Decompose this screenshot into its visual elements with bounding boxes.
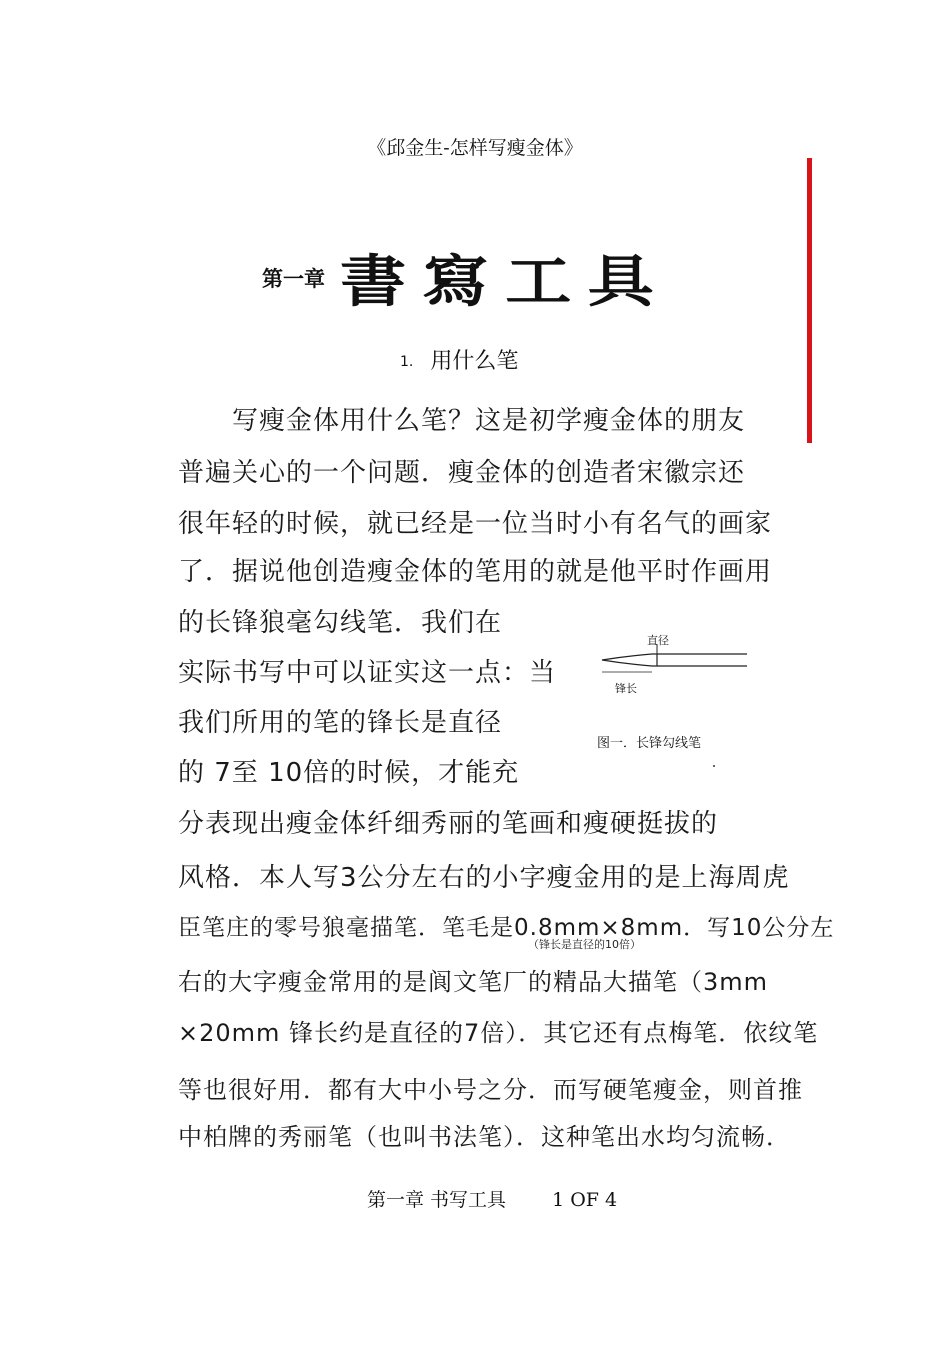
text-line: 的长锋狼毫勾线笔．我们在 bbox=[178, 608, 503, 638]
chapter-label: 第一章 bbox=[262, 267, 325, 291]
red-page-edge bbox=[807, 158, 812, 443]
section-number: 1. bbox=[400, 354, 414, 370]
text-line: 右的大字瘦金常用的是阆文笔厂的精品大描笔（3mm bbox=[178, 968, 769, 996]
chapter-heading bbox=[262, 238, 671, 315]
scan-speck bbox=[713, 765, 715, 767]
text-line: 的 7至 10倍的时候，才能充 bbox=[178, 758, 520, 788]
footer-chapter: 第一章 书写工具 bbox=[367, 1189, 507, 1211]
text-line: 了．据说他创造瘦金体的笔用的就是他平时作画用 bbox=[178, 557, 773, 587]
text-line: 风格．本人写3公分左右的小字瘦金用的是上海周虎 bbox=[178, 863, 790, 893]
text-line: ×20mm 锋长约是直径的7倍）．其它还有点梅笔．依纹笔 bbox=[178, 1019, 819, 1047]
section-heading bbox=[400, 344, 518, 375]
document-header: 《邱金生-怎样写瘦金体》 bbox=[367, 137, 583, 159]
diameter-label: 直径 bbox=[647, 634, 669, 647]
text-line: 我们所用的笔的锋长是直径 bbox=[178, 708, 503, 738]
chapter-name: 書寫工具 bbox=[340, 249, 671, 315]
text-line: 普遍关心的一个问题．瘦金体的创造者宋徽宗还 bbox=[178, 458, 746, 488]
section-title: 用什么笔 bbox=[430, 349, 519, 374]
inline-annotation: （锋长是直径的10倍） bbox=[528, 938, 641, 951]
page-number: 1 OF 4 bbox=[552, 1189, 618, 1211]
brush-drawing-icon bbox=[597, 632, 757, 692]
text-line: 等也很好用．都有大中小号之分．而写硬笔瘦金，则首推 bbox=[178, 1076, 803, 1104]
brush-figure bbox=[597, 632, 757, 752]
text-line: 臣笔庄的零号狼毫描笔．笔毛是0.8mm×8mm．写10公分左 bbox=[178, 915, 835, 941]
figure-caption: 图一．长锋勾线笔 bbox=[597, 736, 702, 751]
text-line: 分表现出瘦金体纤细秀丽的笔画和瘦硬挺拔的 bbox=[178, 809, 719, 839]
text-line: 很年轻的时候，就已经是一位当时小有名气的画家 bbox=[178, 509, 773, 539]
document-footer bbox=[367, 1185, 617, 1212]
tip-length-label: 锋长 bbox=[615, 682, 637, 695]
text-line: 实际书写中可以证实这一点：当 bbox=[178, 658, 557, 688]
text-line: 中柏牌的秀丽笔（也叫书法笔）．这种笔出水均匀流畅． bbox=[178, 1123, 791, 1151]
text-line: 写瘦金体用什么笔？这是初学瘦金体的朋友 bbox=[232, 406, 746, 436]
